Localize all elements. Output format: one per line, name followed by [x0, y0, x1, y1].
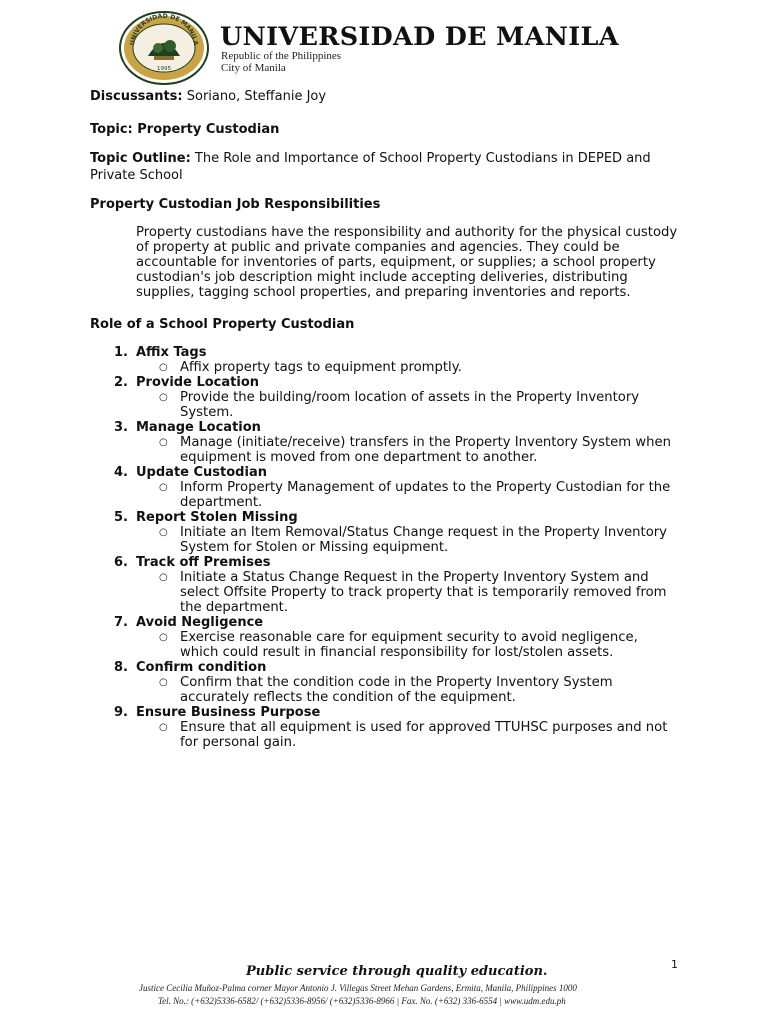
- role-heading: Role of a School Property Custodian: [90, 317, 355, 332]
- footer-contact: Tel. No.: (+632)5336-6582/ (+632)5336-8956/ (+632)5336-8966 | Fax. No. (+632) 336-6554 | www.udm.edu.ph: [158, 996, 566, 1006]
- role-detail: [159, 435, 680, 465]
- seal-text: UNIVERSIDAD DE MANILA: [129, 12, 199, 46]
- circle-bullet-icon: ○: [159, 632, 168, 643]
- list-item: [114, 465, 690, 510]
- responsibilities-paragraph: Property custodians have the responsibility and authority for the physical custody of property at public and private companies and agencies. They could be accountable for inventories of parts, equipment, or supplies; a school property custodian's job description might include accepting deliveries, distributing supplies, tagging school properties, and preparing inventories and reports.: [136, 225, 678, 300]
- role-detail-text: Inform Property Management of updates to the Property Custodian for the department.: [180, 480, 671, 510]
- list-item: [114, 345, 690, 375]
- role-detail: [159, 630, 680, 660]
- circle-bullet-icon: ○: [159, 527, 168, 538]
- university-seal-logo: [118, 10, 210, 86]
- role-number: 7.: [114, 615, 128, 630]
- list-item: [114, 510, 690, 555]
- role-title: Manage Location: [136, 420, 261, 435]
- role-detail: [159, 480, 680, 510]
- role-detail-text: Exercise reasonable care for equipment security to avoid negligence, which could result in financial responsibility for lost/stolen assets.: [180, 630, 638, 660]
- role-detail-text: Manage (initiate/receive) transfers in the Property Inventory System when equipment is moved from one department to another.: [180, 435, 671, 465]
- role-detail: [159, 675, 680, 705]
- role-number: 8.: [114, 660, 128, 675]
- roles-list: [90, 345, 690, 750]
- seal-year: 1995: [157, 66, 171, 72]
- role-number: 9.: [114, 705, 128, 720]
- circle-bullet-icon: ○: [159, 392, 168, 403]
- discussants-line: [90, 88, 690, 105]
- role-detail-text: Initiate a Status Change Request in the Property Inventory System and select Offsite Property to track property that is temporarily removed from the department.: [180, 570, 667, 615]
- footer-address: Justice Cecilia Muñoz-Palma corner Mayor Antonio J. Villegas Street Mehan Gardens, Ermita, Manila, Philippines 1000: [139, 983, 577, 993]
- role-title: Ensure Business Purpose: [136, 705, 321, 720]
- role-detail-text: Provide the building/room location of assets in the Property Inventory System.: [180, 390, 640, 420]
- document-body: [90, 88, 690, 750]
- list-item: [114, 615, 690, 660]
- role-number: 5.: [114, 510, 128, 525]
- circle-bullet-icon: ○: [159, 437, 168, 448]
- topic-line: Topic: Property Custodian: [90, 122, 280, 137]
- topic-outline: [90, 150, 690, 184]
- role-detail: [159, 720, 680, 750]
- role-detail: [159, 360, 680, 375]
- page-number: 1: [671, 958, 678, 971]
- outline-label: Topic Outline:: [90, 151, 191, 166]
- list-item: [114, 420, 690, 465]
- role-title: Update Custodian: [136, 465, 267, 480]
- role-title: Confirm condition: [136, 660, 267, 675]
- university-name: UNIVERSIDAD DE MANILA: [220, 22, 619, 52]
- list-item: [114, 555, 690, 615]
- role-detail: [159, 570, 680, 615]
- role-detail: [159, 525, 680, 555]
- role-detail-text: Affix property tags to equipment promptly.: [180, 360, 462, 375]
- role-title: Provide Location: [136, 375, 259, 390]
- role-number: 2.: [114, 375, 128, 390]
- role-number: 6.: [114, 555, 128, 570]
- role-title: Report Stolen Missing: [136, 510, 298, 525]
- circle-bullet-icon: ○: [159, 722, 168, 733]
- role-detail-text: Ensure that all equipment is used for approved TTUHSC purposes and not for personal gain.: [180, 720, 668, 750]
- circle-bullet-icon: ○: [159, 482, 168, 493]
- role-number: 4.: [114, 465, 128, 480]
- circle-bullet-icon: ○: [159, 677, 168, 688]
- role-title: Affix Tags: [136, 345, 207, 360]
- role-title: Avoid Negligence: [136, 615, 264, 630]
- city-line: City of Manila: [221, 62, 286, 74]
- list-item: [114, 660, 690, 705]
- discussants-label: Discussants:: [90, 89, 183, 104]
- responsibilities-heading: Property Custodian Job Responsibilities: [90, 197, 381, 212]
- role-number: 1.: [114, 345, 128, 360]
- circle-bullet-icon: ○: [159, 572, 168, 583]
- role-detail-text: Initiate an Item Removal/Status Change request in the Property Inventory System for Stolen or Missing equipment.: [180, 525, 667, 555]
- republic-line: Republic of the Philippines: [221, 50, 342, 62]
- letterhead: [118, 8, 678, 80]
- list-item: [114, 375, 690, 420]
- footer-motto: Public service through quality education.: [246, 964, 548, 979]
- role-number: 3.: [114, 420, 128, 435]
- role-detail: [159, 390, 680, 420]
- list-item: [114, 705, 690, 750]
- role-detail-text: Confirm that the condition code in the Property Inventory System accurately reflects the condition of the equipment.: [180, 675, 613, 705]
- outline-value: The Role and Importance of School Property Custodians in DEPED and Private School: [90, 151, 651, 183]
- role-title: Track off Premises: [136, 555, 271, 570]
- circle-bullet-icon: ○: [159, 362, 168, 373]
- discussants-value: Soriano, Steffanie Joy: [182, 89, 327, 104]
